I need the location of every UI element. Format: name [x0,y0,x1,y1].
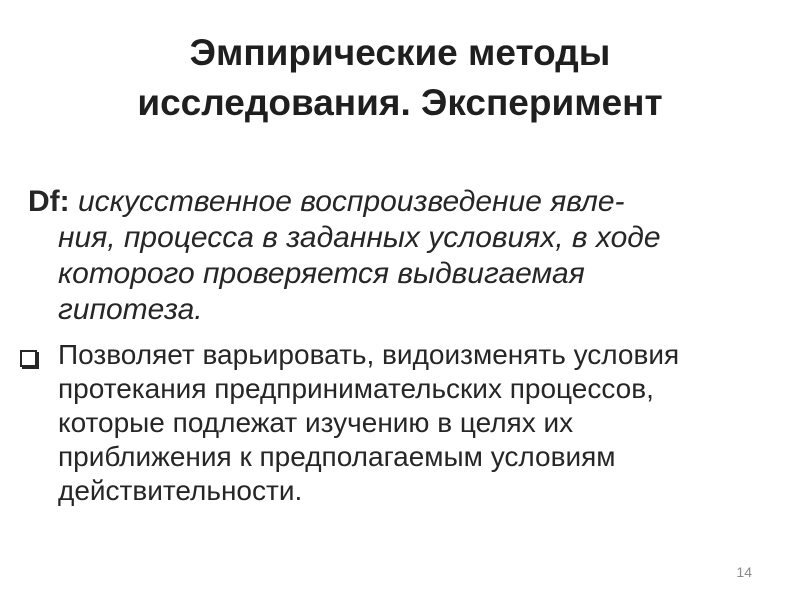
definition-line-3: которого проверяется выдвигаемая [58,257,585,290]
definition-line-1 [28,184,768,220]
bullet-line-1: Позволяет варьировать, видоизменять условия [58,339,680,370]
title-line-2: исследования. Эксперимент [137,82,663,123]
bullet-line-3: которые подлежат изучению в целях их [58,407,574,438]
bullet-item [20,338,780,508]
bullet-line-2: протекания предпринимательских процессов, [58,373,654,404]
hollow-square-bullet-icon [20,350,37,367]
definition-lead: Df: [28,185,70,218]
definition-line-2: ния, процесса в заданных условиях, в ходе [58,221,661,254]
definition-text-1: искусственное воспроизведение явле- [78,185,625,218]
definition-line-4: гипотеза. [58,293,203,326]
title-line-1: Эмпирические методы [189,32,611,73]
page-number: 14 [736,564,752,580]
definition-block [28,184,768,328]
bullet-text [58,338,780,508]
bullet-line-4: приближения к предполагаемым условиям [58,441,616,472]
bullet-line-5: действительности. [58,475,303,506]
slide-title [60,28,740,128]
